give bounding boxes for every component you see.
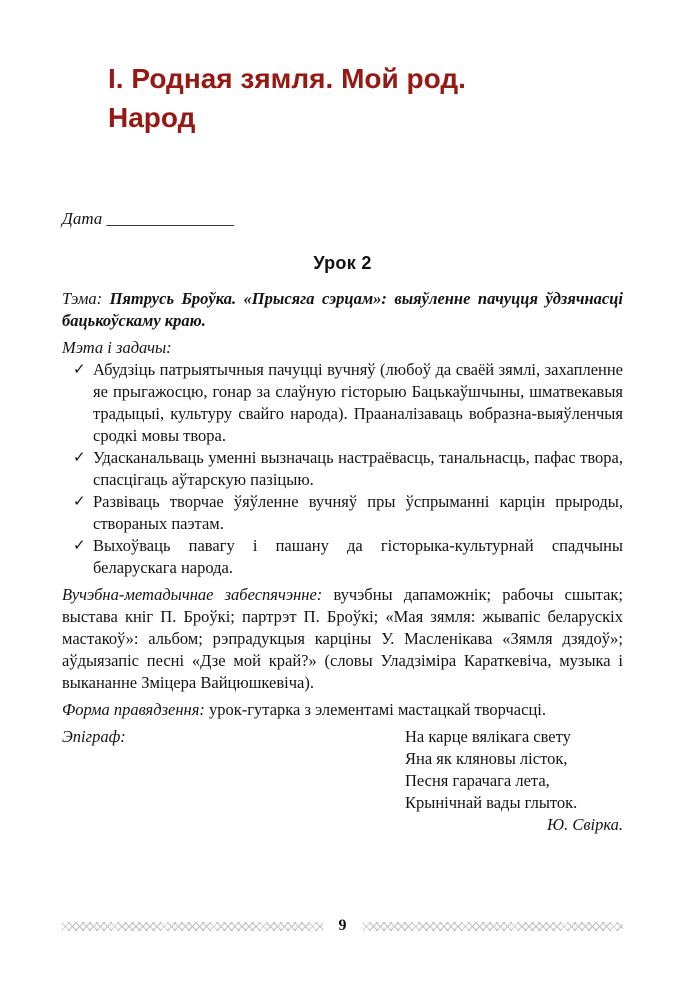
page-number: 9: [338, 917, 347, 934]
page-footer: [62, 916, 623, 936]
resources-paragraph: [62, 584, 623, 694]
resources-label: Вучэбна-метадычнае забеспячэнне:: [62, 585, 323, 605]
date-row: [62, 209, 623, 229]
goal-text: Абудзіць патрыятычныя пачуцці вучняў (любоў да сваёй зямлі, захапленне яе прыгажосцю, гонар за слаўную гісторыю Бацькаўшчыны, шматвекавыя традыцыі, культуру свайго народа). Прааналізаваць вобразна-выяўленчыя сродкі мовы твора.: [93, 360, 623, 446]
epigraph-section: [62, 726, 623, 836]
poem-line: На карце вялікага свету: [405, 727, 571, 747]
poem-line: Яна як кляновы лісток,: [405, 749, 568, 769]
poem-line: Песня гарачага лета,: [405, 771, 550, 791]
chapter-title: І. Родная зямля. Мой род. Народ: [108, 63, 466, 133]
ornament-left: [62, 922, 323, 931]
lesson-heading: Урок 2: [313, 253, 372, 274]
poem-line: Крынічнай вады глыток.: [405, 793, 578, 813]
check-icon: ✓: [73, 362, 86, 379]
check-icon: ✓: [73, 538, 86, 555]
ornament-right: [363, 922, 624, 931]
goal-item: [62, 491, 623, 535]
date-blank-line: _______________: [106, 209, 235, 229]
epigraph-poem: [405, 726, 623, 836]
check-icon: ✓: [73, 494, 86, 511]
goal-item: [62, 359, 623, 447]
goal-text: Развіваць творчае ўяўленне вучняў пры ўспрыманні карцін прыроды, створаных паэтам.: [93, 492, 623, 534]
goal-item: [62, 447, 623, 491]
goal-text: Удасканальваць уменні вызначаць настраёвасць, танальнасць, пафас твора, спасцігаць аўтарскую пазіцыю.: [93, 448, 623, 490]
date-label: Дата: [62, 209, 103, 229]
form-paragraph: [62, 699, 623, 721]
form-text: урок-гутарка з элементамі мастацкай творчасці.: [209, 700, 546, 720]
check-icon: ✓: [73, 450, 86, 467]
theme-label: Тэма:: [62, 289, 103, 309]
goals-label: Мэта і задачы:: [62, 338, 172, 358]
goals-list: [62, 359, 623, 579]
goal-text: Выхоўваць павагу і пашану да гісторыка-культурнай спадчыны беларускага народа.: [93, 536, 623, 578]
resources-text: вучэбны дапаможнік; рабочы сшытак; выстава кніг П. Броўкі; партрэт П. Броўкі; «Мая зямля: жывапіс беларускіх мастакоў»: альбом; рэпрадукцыя карціны У. Масленікава «Зямля дзядоў»; аўдыязапіс песні «Дзе мой край?» (словы Уладзіміра Караткевіча, музыка і выкананне Зміцера Вайцюшкевіча).: [62, 585, 623, 693]
goal-item: [62, 535, 623, 579]
poem-attribution: Ю. Свірка.: [547, 815, 623, 835]
form-label: Форма правядзення:: [62, 700, 205, 720]
epigraph-label: Эпіграф:: [62, 727, 126, 747]
theme-text: Пятрусь Броўка. «Прысяга сэрцам»: выяўленне пачуцця ўдзячнасці бацькоўскаму краю.: [62, 289, 624, 331]
theme-paragraph: [62, 288, 623, 332]
